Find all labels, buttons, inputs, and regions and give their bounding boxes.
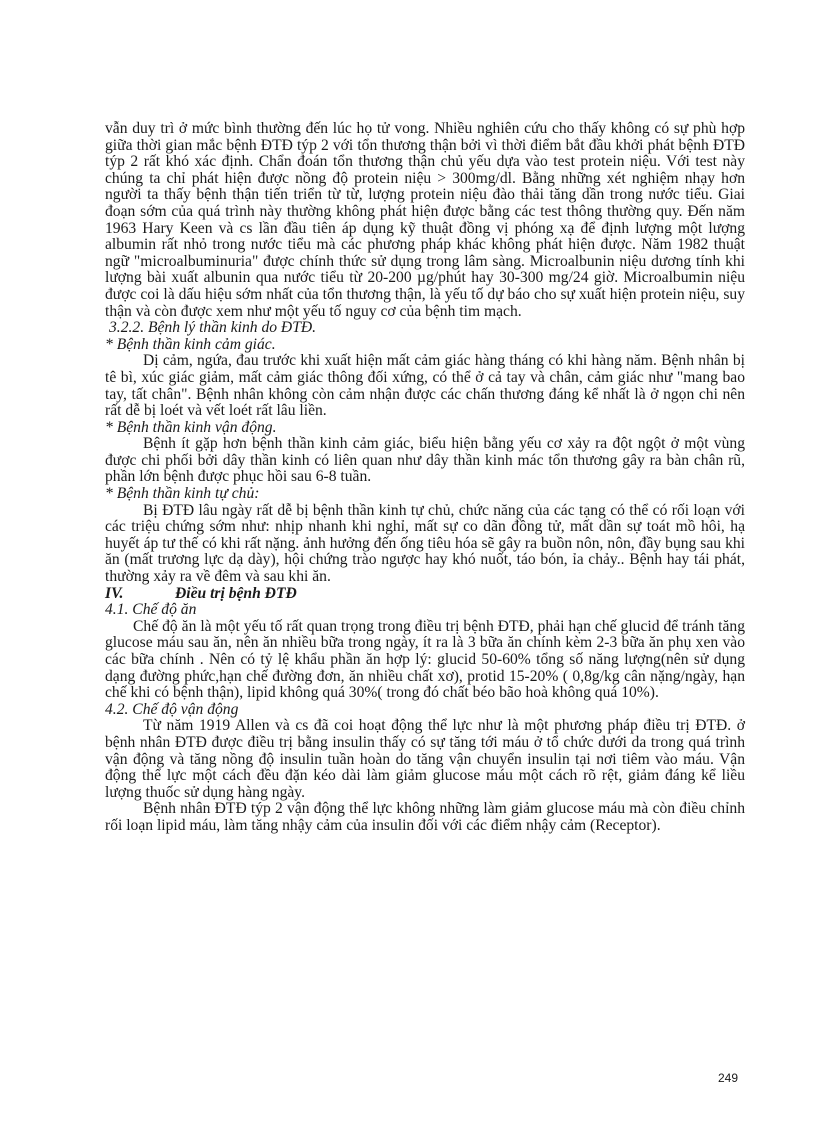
heading-section-iv-number: IV. <box>105 584 124 602</box>
heading-section-iv-title: Điều trị bệnh ĐTĐ <box>175 584 297 602</box>
paragraph-kidney-protein: vẫn duy trì ở mức bình thường đến lúc họ tử vong. Nhiều nghiên cứu cho thấy không có sự phù hợp giữa thời gian mắc bệnh ĐTĐ týp 2 với tổn thương thận bởi vì thời điểm bắt đầu khởi phát bệnh ĐTĐ týp 2 rất khó xác định. Chẩn đoán tổn thương thận chủ yếu dựa vào test protein niệu. Với test này chúng ta chỉ phát hiện được nồng độ protein niệu > 300mg/dl. Bằng những xét nghiệm nhạy hơn người ta thấy bệnh thận tiến triển từ từ, lượng protein niệu đào thải tăng dần trong nước tiểu. Giai đoạn sớm của quá trình này thường không phát hiện được bằng các test thông thường quy. Đến năm 1963 Hary Keen và cs lần đầu tiên áp dụng kỹ thuật đồng vị phóng xạ để định lượng một lượng albumin rất nhỏ trong nước tiểu mà các phương pháp khác không phát hiện được. Năm 1982 thuật ngữ "microalbuminuria" được chính thức sử dụng trong lâm sàng. Microalbunin niệu dương tính khi lượng bài xuất albunin qua nước tiểu từ 20-200 µg/phút hay 30-300 mg/24 giờ. Microalbumin niệu được coi là dấu hiệu sớm nhất của tổn thương thận, là yếu tố dự báo cho sự xuất hiện protein niệu, suy thận và còn được xem như một yếu tố nguy cơ của bệnh tim mạch. <box>105 120 745 320</box>
heading-42-exercise: 4.2. Chế độ vận động <box>105 700 239 718</box>
heading-sensory-neuropathy: * Bệnh thần kinh cảm giác. <box>105 335 276 353</box>
paragraph-exercise-2: Bệnh nhân ĐTĐ týp 2 vận động thể lực không những làm giảm glucose máu mà còn điều chỉnh rối loạn lipid máu, làm tăng nhậy cảm của insulin đối với các điểm nhậy cảm (Receptor). <box>105 800 745 834</box>
heading-motor-neuropathy: * Bệnh thần kinh vận động. <box>105 418 277 436</box>
paragraph-diet: Chế độ ăn là một yếu tố rất quan trọng trong điều trị bệnh ĐTĐ, phải hạn chế glucid để tránh tăng glucose máu sau ăn, nên ăn nhiều bữa trong ngày, ít ra là 3 bữa ăn chính kèm 2-3 bữa ăn phụ xen vào các bữa chính . Nên có tỷ lệ khẩu phần ăn hợp lý: glucid 50-60% tổng số năng lượng(nên sử dụng dạng đường phức,hạn chế đường đơn, ăn nhiều chất xơ), protid 15-20% ( 0,8g/kg cân nặng/ngày, hạn chế khi có bệnh thận), lipid không quá 30%( trong đó chất béo bão hoà không quá 10%). <box>105 617 745 702</box>
heading-section-iv <box>105 586 745 603</box>
heading-41-diet: 4.1. Chế độ ăn <box>105 601 197 619</box>
paragraph-autonomic-neuropathy: Bị ĐTĐ lâu ngày rất dễ bị bệnh thần kinh tự chủ, chức năng của các tạng có thể có rối loạn với các triệu chứng sớm như: nhịp nhanh khi nghỉ, mất sự co dãn đồng tử, mất dần sự toát mồ hôi, hạ huyết áp tư thế có khi rất nặng. ảnh hưởng đến ống tiêu hóa sẽ gây ra buồn nôn, nôn, đầy bụng sau khi ăn (mất trương lực dạ dày), hội chứng trào ngược hay khó nuốt, táo bón, ỉa chảy.. Bệnh hay tái phát, thường xảy ra về đêm và sau khi ăn. <box>105 501 745 586</box>
paragraph-motor-neuropathy: Bệnh ít gặp hơn bệnh thần kinh cảm giác, biểu hiện bằng yếu cơ xảy ra đột ngột ở một vùng được chi phối bởi dây thần kinh có liên quan như dây thần kinh mác tổn thương gây ra bàn chân rũ, phần lớn bệnh được phục hồi sau 6-8 tuần. <box>105 435 745 486</box>
document-body <box>105 121 745 835</box>
paragraph-sensory-neuropathy: Dị cảm, ngứa, đau trước khi xuất hiện mất cảm giác hàng tháng có khi hàng năm. Bệnh nhân bị tê bì, xúc giác giảm, mất cảm giác thông đối xứng, có thể ở cả tay và chân, cảm giác như "mang bao tay, tất chân". Bệnh nhân không còn cảm nhận được các chấn thương đáng kể nhất là ở ngọn chi nên rất dễ bị loét và vết loét rất lâu liền. <box>105 352 745 420</box>
page-number: 249 <box>718 1071 739 1085</box>
paragraph-exercise-1: Từ năm 1919 Allen và cs đã coi hoạt động thể lực như là một phương pháp điều trị ĐTĐ. ở bệnh nhân ĐTĐ được điều trị bằng insulin thấy có sự tăng tới máu ở tổ chức dưới da trong quá trình vận động và tăng nồng độ insulin tuần hoàn do tăng vận chuyển insulin tại nơi tiêm vào máu. Vận động thể lực một cách đều đặn kéo dài làm giảm glucose máu một cách rõ rệt, giảm đáng kể liều lượng thuốc sử dụng hàng ngày. <box>105 717 745 801</box>
heading-autonomic-neuropathy: * Bệnh thần kinh tự chủ: <box>105 485 260 503</box>
heading-322-neuropathy: 3.2.2. Bệnh lý thần kinh do ĐTĐ. <box>109 319 317 337</box>
